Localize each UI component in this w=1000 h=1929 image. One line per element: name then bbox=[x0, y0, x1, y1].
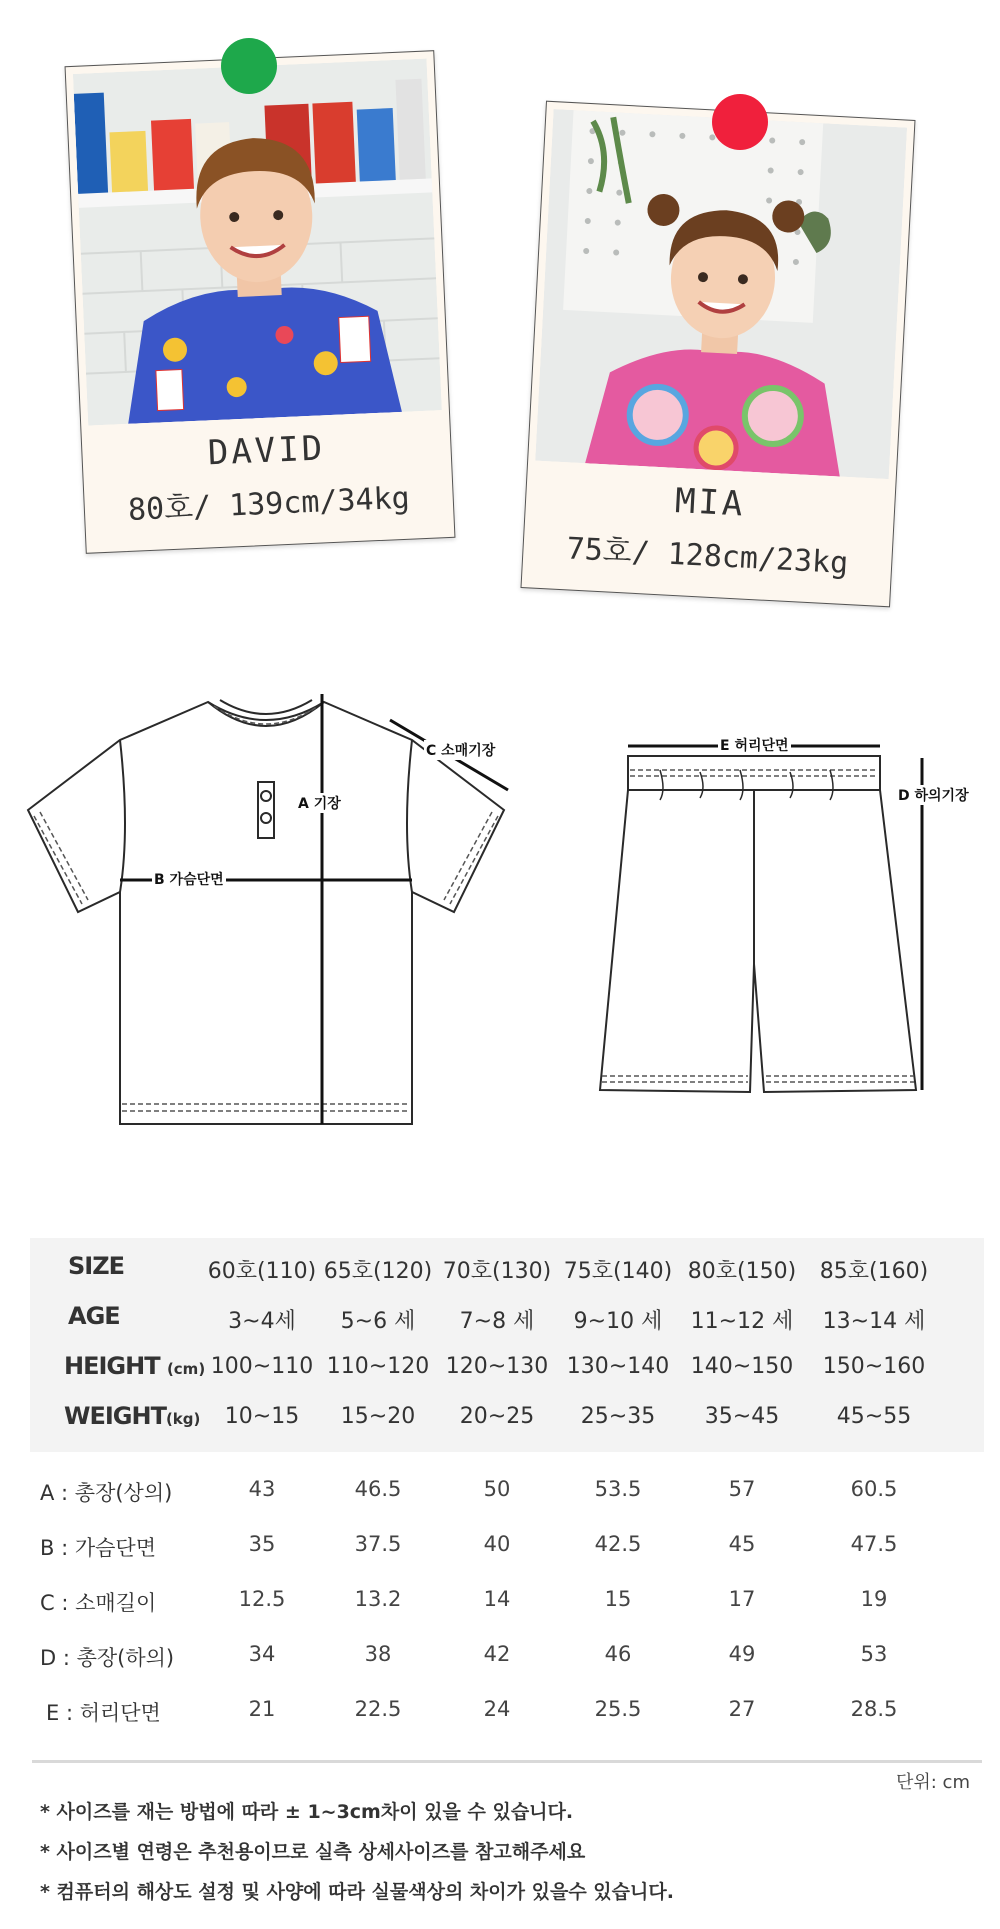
size-cell-height: 120~130 bbox=[445, 1354, 549, 1379]
measurement-row-label: C : 소매길이 bbox=[40, 1591, 157, 1615]
measurement-row-label: D : 총장(하의) bbox=[40, 1646, 175, 1670]
model-name-mia: MIA bbox=[673, 480, 747, 525]
header-height: HEIGHT (cm) bbox=[64, 1352, 206, 1380]
header-age: AGE bbox=[68, 1302, 120, 1330]
header-weight: WEIGHT(kg) bbox=[64, 1402, 201, 1430]
measurement-cell: 37.5 bbox=[354, 1532, 402, 1556]
model-card-david bbox=[65, 50, 456, 554]
measurement-cell: 38 bbox=[364, 1642, 392, 1666]
measurement-row-label: E : 허리단면 bbox=[46, 1701, 161, 1725]
note-3: * 컴퓨터의 해상도 설정 및 사양에 따라 실물색상의 차이가 있을수 있습니다. bbox=[40, 1881, 674, 1903]
measurement-cell: 50 bbox=[483, 1477, 511, 1501]
measurement-cell: 25.5 bbox=[594, 1697, 642, 1721]
model-stats-david: 80호/ 139cm/34kg bbox=[127, 480, 411, 528]
label-e-waist: E 허리단면 bbox=[718, 735, 791, 755]
size-cell-size: 70호(130) bbox=[442, 1259, 552, 1284]
measurement-cell: 49 bbox=[728, 1642, 756, 1666]
measurement-cell: 27 bbox=[728, 1697, 756, 1721]
pin-red bbox=[712, 94, 768, 150]
size-cell-weight: 35~45 bbox=[704, 1404, 780, 1429]
size-cell-age: 11~12 세 bbox=[690, 1309, 794, 1334]
size-cell-height: 100~110 bbox=[210, 1354, 314, 1379]
size-diagram bbox=[0, 680, 1000, 1140]
measurement-cell: 60.5 bbox=[850, 1477, 898, 1501]
measurement-row-label: B : 가슴단면 bbox=[40, 1536, 156, 1560]
size-cell-age: 3~4세 bbox=[228, 1309, 296, 1334]
measurement-cell: 46 bbox=[604, 1642, 632, 1666]
measurement-cell: 19 bbox=[860, 1587, 888, 1611]
note-1: * 사이즈를 재는 방법에 따라 ± 1~3cm차이 있을 수 있습니다. bbox=[40, 1801, 574, 1823]
size-cell-weight: 20~25 bbox=[459, 1404, 535, 1429]
measurement-cell: 57 bbox=[728, 1477, 756, 1501]
size-cell-weight: 45~55 bbox=[836, 1404, 912, 1429]
measurement-cell: 17 bbox=[728, 1587, 756, 1611]
model-photo-david bbox=[73, 59, 442, 426]
size-cell-age: 5~6 세 bbox=[340, 1309, 416, 1334]
measurement-cell: 13.2 bbox=[354, 1587, 402, 1611]
measurement-cell: 47.5 bbox=[850, 1532, 898, 1556]
size-cell-age: 7~8 세 bbox=[459, 1309, 535, 1334]
model-stats-mia: 75호/ 128cm/23kg bbox=[565, 531, 850, 582]
shorts-outline bbox=[600, 790, 916, 1092]
pin-green bbox=[221, 38, 277, 94]
measurement-cell: 22.5 bbox=[354, 1697, 402, 1721]
table-divider bbox=[32, 1760, 982, 1763]
unit-note: 단위: cm bbox=[896, 1772, 970, 1793]
label-d-pants-length: D 하의기장 bbox=[896, 785, 971, 805]
note-2: * 사이즈별 연령은 추천용이므로 실측 상세사이즈를 참고해주세요 bbox=[40, 1841, 586, 1863]
header-size: SIZE bbox=[68, 1252, 125, 1280]
model-card-mia bbox=[520, 101, 915, 608]
size-cell-age: 13~14 세 bbox=[822, 1309, 926, 1334]
measurement-cell: 24 bbox=[483, 1697, 511, 1721]
measurement-cell: 35 bbox=[248, 1532, 276, 1556]
size-cell-size: 60호(110) bbox=[207, 1259, 317, 1284]
size-cell-weight: 25~35 bbox=[580, 1404, 656, 1429]
measurement-cell: 40 bbox=[483, 1532, 511, 1556]
size-cell-size: 65호(120) bbox=[323, 1259, 433, 1284]
model-name-david: DAVID bbox=[206, 428, 326, 474]
model-photo-mia bbox=[535, 109, 907, 479]
size-cell-height: 140~150 bbox=[690, 1354, 794, 1379]
label-c-sleeve: C 소매기장 bbox=[424, 740, 497, 760]
size-cell-height: 130~140 bbox=[566, 1354, 670, 1379]
size-cell-size: 80호(150) bbox=[687, 1259, 797, 1284]
size-cell-weight: 10~15 bbox=[224, 1404, 300, 1429]
measurement-cell: 21 bbox=[248, 1697, 276, 1721]
size-cell-age: 9~10 세 bbox=[573, 1309, 663, 1334]
measurement-cell: 42 bbox=[483, 1642, 511, 1666]
measurement-cell: 42.5 bbox=[594, 1532, 642, 1556]
size-cell-size: 85호(160) bbox=[819, 1259, 929, 1284]
measurement-cell: 43 bbox=[248, 1477, 276, 1501]
measurement-cell: 53 bbox=[860, 1642, 888, 1666]
measurement-cell: 46.5 bbox=[354, 1477, 402, 1501]
measurement-cell: 15 bbox=[604, 1587, 632, 1611]
label-a-length: A 기장 bbox=[296, 793, 343, 813]
size-cell-size: 75호(140) bbox=[563, 1259, 673, 1284]
measurement-cell: 14 bbox=[483, 1587, 511, 1611]
measurement-row-label: A : 총장(상의) bbox=[40, 1481, 173, 1505]
measurement-cell: 12.5 bbox=[238, 1587, 286, 1611]
shirt-outline bbox=[28, 702, 504, 1124]
size-cell-weight: 15~20 bbox=[340, 1404, 416, 1429]
size-cell-height: 110~120 bbox=[326, 1354, 430, 1379]
measurement-cell: 53.5 bbox=[594, 1477, 642, 1501]
measurement-cell: 34 bbox=[248, 1642, 276, 1666]
size-cell-height: 150~160 bbox=[822, 1354, 926, 1379]
label-b-chest: B 가슴단면 bbox=[152, 869, 226, 889]
measurement-cell: 28.5 bbox=[850, 1697, 898, 1721]
measurement-cell: 45 bbox=[728, 1532, 756, 1556]
